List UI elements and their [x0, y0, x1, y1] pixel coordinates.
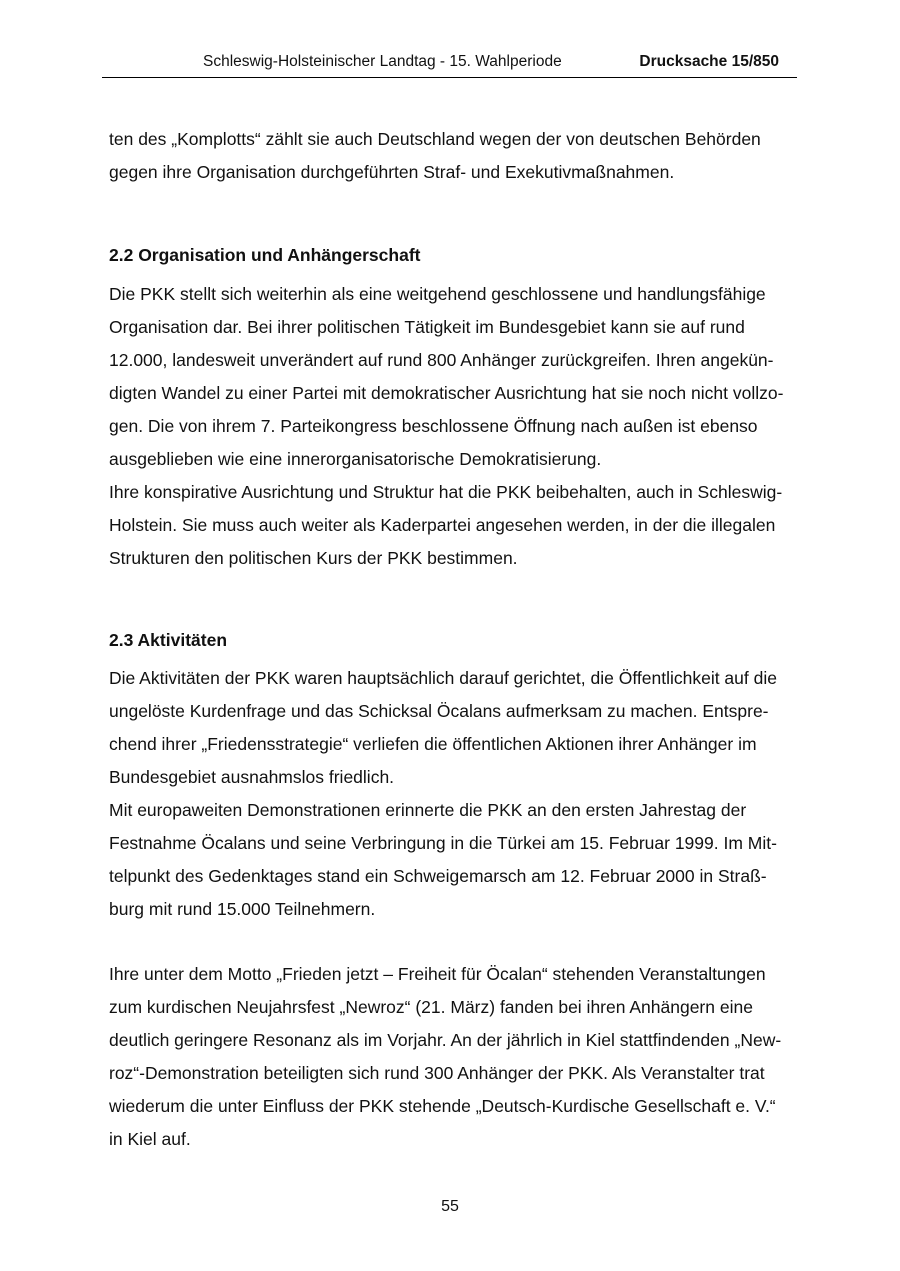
text-line: wiederum die unter Einfluss der PKK stehende „Deutsch-Kurdische Gesellschaft e. V.“: [109, 1096, 776, 1116]
section-2-2-body: [109, 278, 789, 575]
text-line: Mit europaweiten Demonstrationen erinnerte die PKK an den ersten Jahrestag der: [109, 800, 747, 820]
text-line: Bundesgebiet ausnahmslos friedlich.: [109, 767, 395, 787]
section-2-2-heading: [109, 239, 789, 272]
intro-paragraph: [109, 123, 789, 189]
section-heading: 2.2 Organisation und Anhängerschaft: [109, 245, 421, 265]
text-line: telpunkt des Gedenktages stand ein Schweigemarsch am 12. Februar 2000 in Straß-: [109, 866, 767, 886]
text-line: Ihre konspirative Ausrichtung und Struktur hat die PKK beibehalten, auch in Schleswig-: [109, 482, 783, 502]
text-line: in Kiel auf.: [109, 1129, 191, 1149]
text-line: zum kurdischen Neujahrsfest „Newroz“ (21. März) fanden bei ihren Anhängern eine: [109, 997, 753, 1017]
text-line: ausgeblieben wie eine innerorganisatorische Demokratisierung.: [109, 449, 602, 469]
text-line: Strukturen den politischen Kurs der PKK bestimmen.: [109, 548, 518, 568]
text-line: Die PKK stellt sich weiterhin als eine weitgehend geschlossene und handlungsfähige: [109, 284, 766, 304]
text-line: gegen ihre Organisation durchgeführten Straf- und Exekutivmaßnahmen.: [109, 162, 675, 182]
text-line: roz“-Demonstration beteiligten sich rund 300 Anhänger der PKK. Als Veranstalter trat: [109, 1063, 765, 1083]
page-header: [102, 50, 797, 78]
text-line: Die Aktivitäten der PKK waren hauptsächlich darauf gerichtet, die Öffentlichkeit auf die: [109, 668, 777, 688]
text-line: Organisation dar. Bei ihrer politischen Tätigkeit im Bundesgebiet kann sie auf rund: [109, 317, 745, 337]
section-2-3-heading: [109, 624, 789, 657]
text-line: ten des „Komplotts“ zählt sie auch Deutschland wegen der von deutschen Behörden: [109, 129, 761, 149]
text-line: digten Wandel zu einer Partei mit demokratischer Ausrichtung hat sie noch nicht vollzo-: [109, 383, 784, 403]
text-line: Festnahme Öcalans und seine Verbringung in die Türkei am 15. Februar 1999. Im Mit-: [109, 833, 777, 853]
text-line: Ihre unter dem Motto „Frieden jetzt – Freiheit für Öcalan“ stehenden Veranstaltungen: [109, 964, 766, 984]
document-number: Drucksache 15/850: [639, 53, 779, 70]
text-line: deutlich geringere Resonanz als im Vorjahr. An der jährlich in Kiel stattfindenden „New-: [109, 1030, 782, 1050]
section-2-3-body-2: [109, 958, 789, 1156]
text-line: ungelöste Kurdenfrage und das Schicksal Öcalans aufmerksam zu machen. Entspre-: [109, 701, 769, 721]
header-title: Schleswig-Holsteinischer Landtag - 15. Wahlperiode: [203, 53, 562, 70]
text-line: 12.000, landesweit unverändert auf rund 800 Anhänger zurückgreifen. Ihren angekün-: [109, 350, 774, 370]
text-line: chend ihrer „Friedensstrategie“ verliefen die öffentlichen Aktionen ihrer Anhänger im: [109, 734, 757, 754]
text-line: gen. Die von ihrem 7. Parteikongress beschlossene Öffnung nach außen ist ebenso: [109, 416, 758, 436]
section-heading: 2.3 Aktivitäten: [109, 630, 228, 650]
page-number: 55: [441, 1198, 459, 1215]
section-2-3-body: [109, 662, 789, 926]
text-line: burg mit rund 15.000 Teilnehmern.: [109, 899, 376, 919]
text-line: Holstein. Sie muss auch weiter als Kaderpartei angesehen werden, in der die illegalen: [109, 515, 776, 535]
